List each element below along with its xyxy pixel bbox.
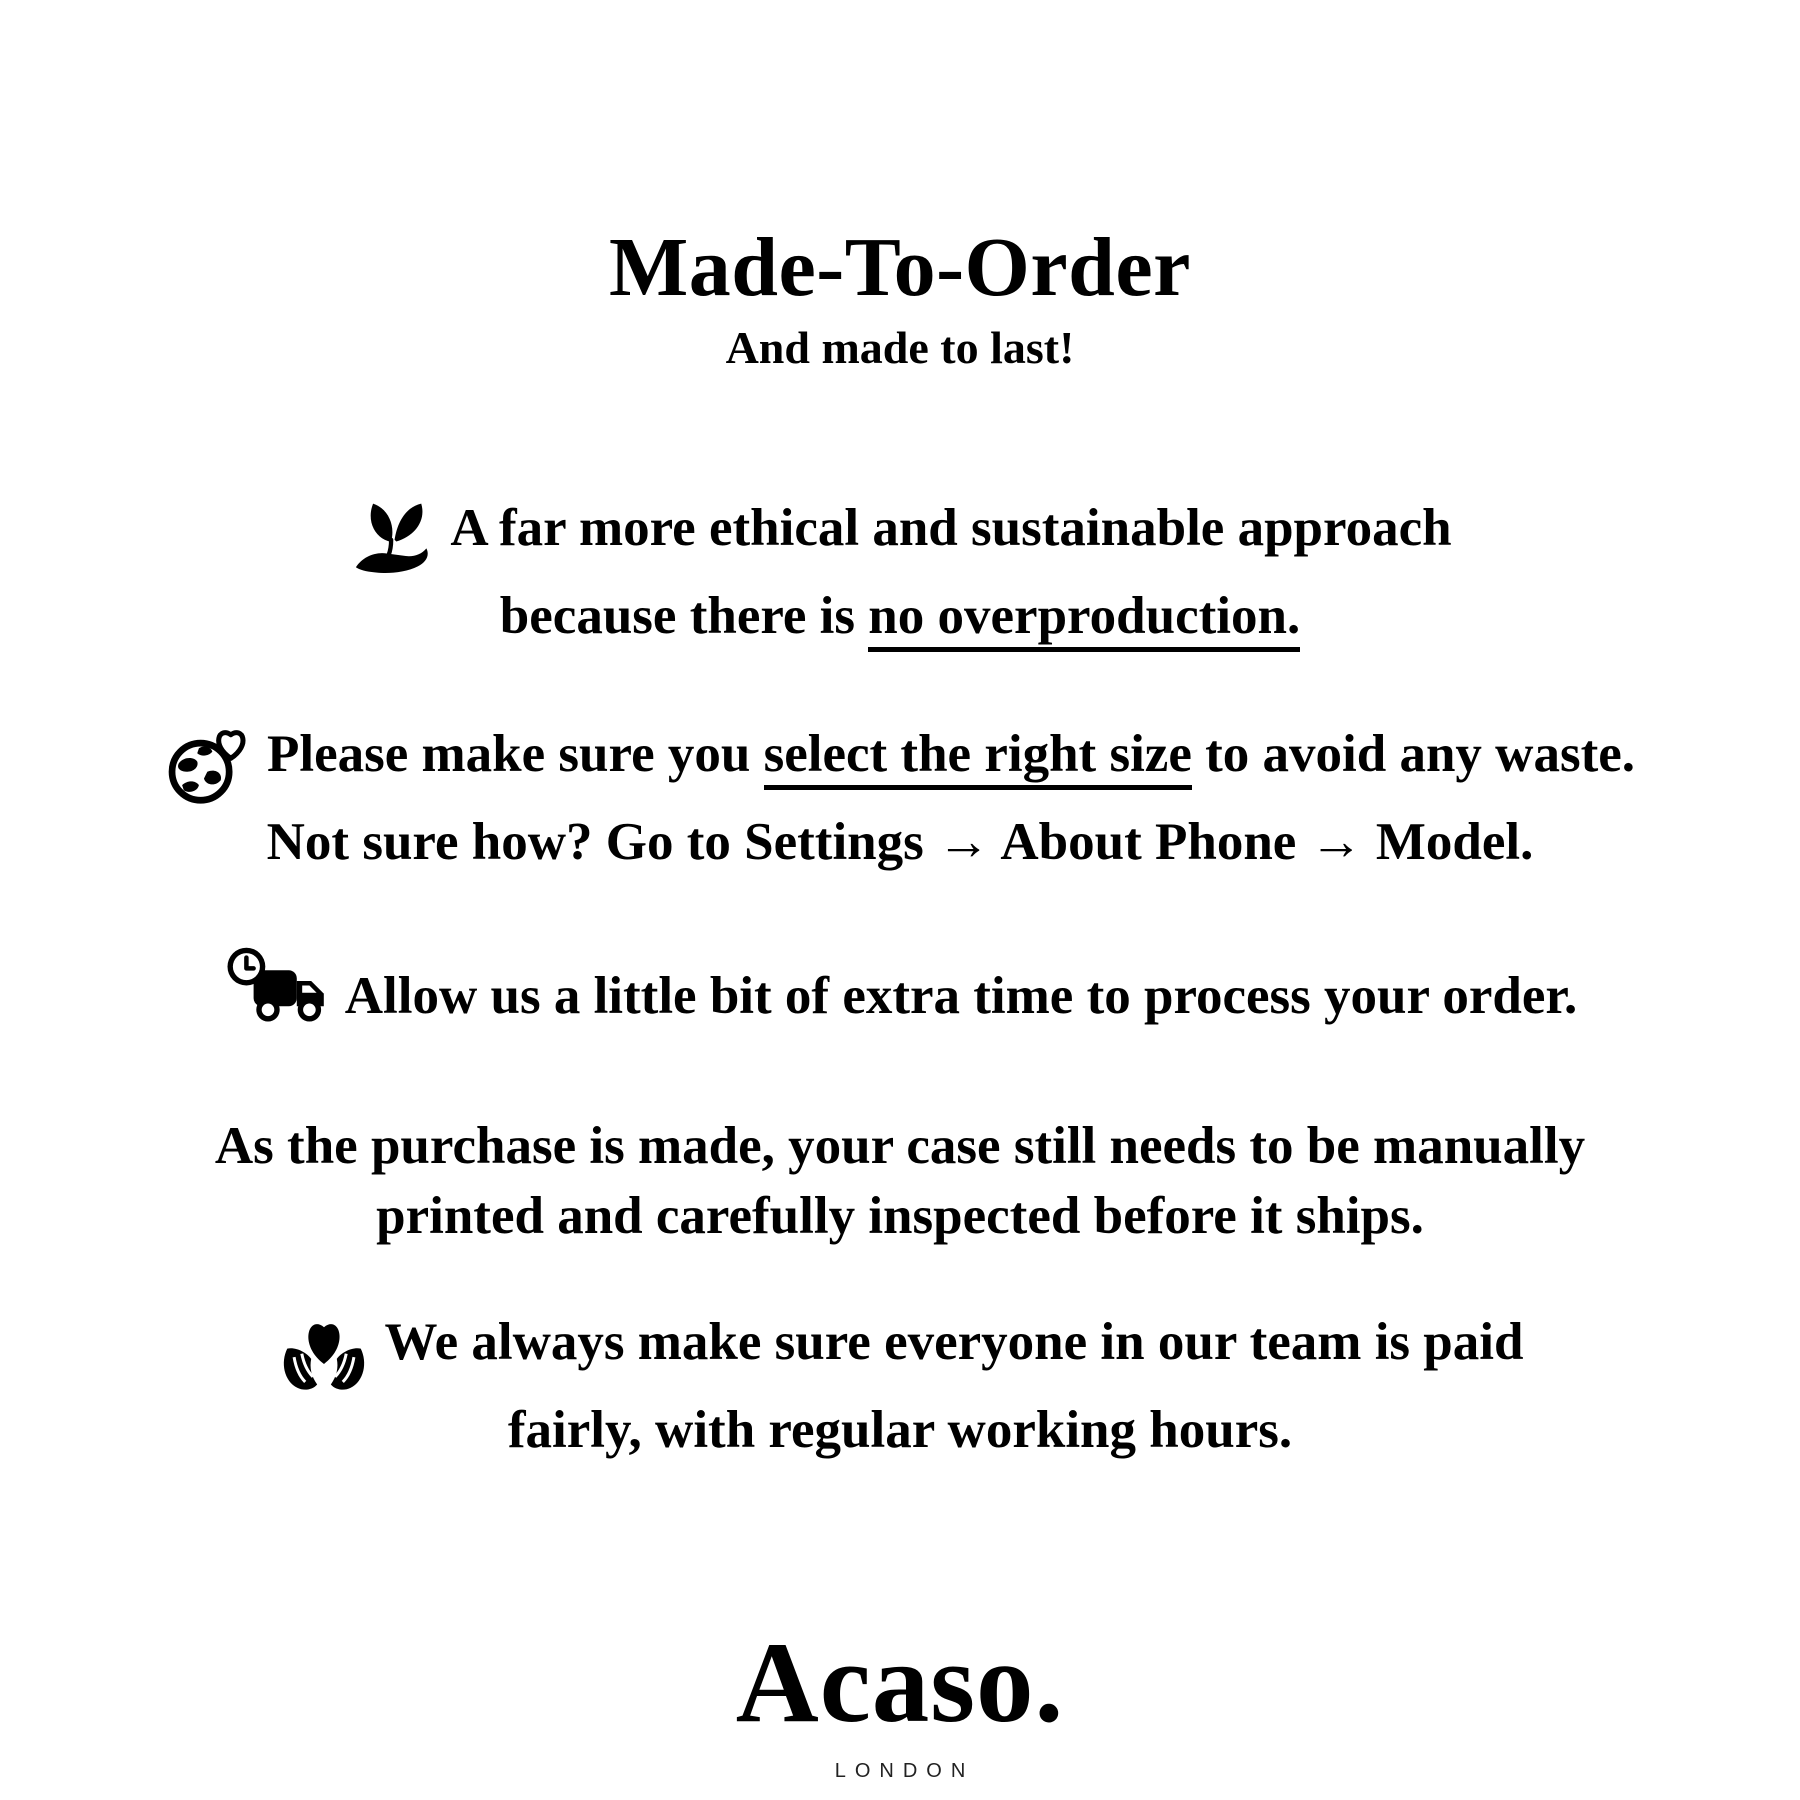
brand-logo: Acaso. [735, 1619, 1065, 1747]
brand-footer [0, 1619, 1800, 1783]
manual-line1: As the purchase is made, your case still needs to be manually [214, 1117, 1586, 1176]
delivery-truck-clock-icon [223, 945, 331, 1049]
paragraph-size-selection [0, 719, 1800, 877]
size-line1-suffix: to avoid any waste. [1191, 725, 1635, 784]
hands-holding-heart-icon [277, 1309, 371, 1395]
page-title: Made-To-Order [609, 221, 1191, 314]
fair-pay-line1: We always make sure everyone in our team is paid [384, 1313, 1524, 1372]
processing-line1: Allow us a little bit of extra time to process your order. [344, 967, 1578, 1026]
paragraph-manual-printing [0, 1111, 1800, 1251]
seedling-in-hand-icon [348, 495, 436, 581]
brand-location: LONDON [834, 1760, 975, 1783]
paragraph-processing-time [0, 945, 1800, 1049]
poster-body [0, 493, 1800, 1465]
size-line1-prefix: Please make sure you [267, 725, 764, 784]
size-line1-underlined: select the right size [764, 725, 1192, 790]
sustainability-line2-prefix: because there is [499, 587, 869, 646]
size-line2: Not sure how? Go to Settings → About Phone → Model. [266, 813, 1534, 872]
page-subtitle: And made to last! [725, 322, 1075, 374]
paragraph-fair-pay [0, 1307, 1800, 1465]
fair-pay-line2: fairly, with regular working hours. [507, 1401, 1293, 1460]
sustainability-line2-underlined: no overproduction. [868, 587, 1300, 652]
earth-with-heart-icon [165, 723, 253, 807]
sustainability-line1: A far more ethical and sustainable approach [450, 499, 1452, 558]
paragraph-sustainability [0, 493, 1800, 651]
manual-line2: printed and carefully inspected before it ships. [376, 1187, 1424, 1246]
